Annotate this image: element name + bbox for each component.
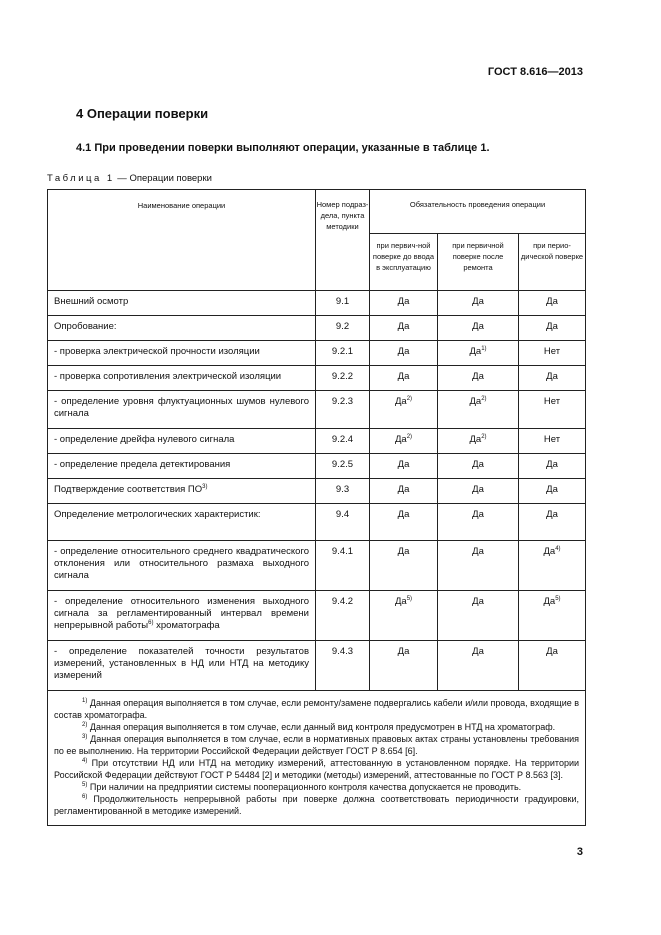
- footnote-mark: 1): [82, 698, 88, 704]
- operation-name-tail: хроматографа: [153, 620, 220, 631]
- header-operation-name: Наименование операции: [48, 190, 316, 291]
- obligation-cell: [438, 366, 519, 391]
- operation-name-cell: [48, 641, 316, 691]
- obligation-value: Да: [472, 459, 484, 470]
- obligation-cell: [519, 366, 586, 391]
- table-footnotes: [48, 691, 586, 826]
- obligation-value: Да: [546, 321, 558, 332]
- table-caption: [47, 173, 212, 184]
- obligation-cell: [370, 429, 438, 454]
- operation-name-cell: [48, 291, 316, 316]
- table-row: [48, 504, 586, 541]
- footnote: [54, 781, 579, 793]
- header-primary-after-repair: при первичной поверке после ремонта: [438, 234, 519, 291]
- obligation-value: Да: [472, 509, 484, 520]
- obligation-value: Да: [394, 396, 407, 407]
- section-number-cell: 9.2.5: [316, 454, 370, 479]
- obligation-cell: [519, 429, 586, 454]
- obligation-value: Да: [472, 321, 484, 332]
- footnote-ref: 3): [202, 483, 208, 490]
- operation-name-cell: [48, 479, 316, 504]
- operation-name: - определение относительного изменения выходного сигнала за регламентированный интервал времени непрерывной работы: [54, 596, 309, 631]
- obligation-cell: [370, 391, 438, 429]
- obligation-cell: [438, 429, 519, 454]
- obligation-value: Да: [543, 596, 556, 607]
- obligation-value: Да: [397, 509, 410, 520]
- obligation-cell: [519, 591, 586, 641]
- operation-name: - определение дрейфа нулевого сигнала: [54, 434, 235, 445]
- section-number-cell: 9.1: [316, 291, 370, 316]
- table-row: [48, 341, 586, 366]
- footnote: [54, 697, 579, 721]
- table-caption-label: Таблица 1: [47, 173, 115, 184]
- footnote-ref: 1): [481, 345, 487, 352]
- operation-name-cell: [48, 454, 316, 479]
- header-primary-before-commissioning: при первич-ной поверке до ввода в эксплуатацию: [370, 234, 438, 291]
- obligation-cell: [519, 641, 586, 691]
- obligation-value: Да: [546, 459, 558, 470]
- section-number-cell: 9.2.3: [316, 391, 370, 429]
- header-section-number: Номер подраз-дела, пункта методики: [316, 190, 370, 291]
- obligation-value: Да: [472, 371, 484, 382]
- table-row: [48, 366, 586, 391]
- obligation-cell: [370, 479, 438, 504]
- operation-name: Определение метрологических характеристик:: [54, 509, 261, 520]
- obligation-cell: [370, 504, 438, 541]
- obligation-cell: [438, 591, 519, 641]
- obligation-cell: [438, 341, 519, 366]
- subsection-text: 4.1 При проведении поверки выполняют операции, указанные в таблице 1.: [76, 142, 490, 154]
- page-number: 3: [576, 846, 583, 858]
- obligation-cell: [519, 316, 586, 341]
- section-number-cell: 9.3: [316, 479, 370, 504]
- footnote-text: При отсутствии НД или НТД на методику измерений, аттестованную в установленном порядке. На территории Российской Федерации действуют ГОСТ Р 54484 [2] и методики (методы) измерений, аттестованные по ГОСТ Р 8.563 [3].: [54, 758, 580, 780]
- footnote-mark: 3): [82, 734, 88, 740]
- table-row: [48, 391, 586, 429]
- obligation-value: Да: [546, 509, 558, 520]
- footnote: [54, 757, 579, 781]
- obligation-value: Да: [394, 434, 407, 445]
- obligation-cell: [519, 341, 586, 366]
- obligation-cell: [438, 504, 519, 541]
- footnote-ref: 2): [406, 433, 413, 440]
- footnote-ref: 5): [406, 595, 413, 602]
- section-number-cell: 9.2.4: [316, 429, 370, 454]
- footnote-mark: 2): [82, 722, 88, 728]
- obligation-cell: [370, 291, 438, 316]
- operation-name: - проверка электрической прочности изоляции: [54, 346, 260, 357]
- footnote-ref: 5): [555, 595, 561, 602]
- obligation-value: Да: [397, 346, 410, 357]
- footnote-ref: 2): [406, 395, 413, 402]
- obligation-value: Да: [397, 296, 410, 307]
- obligation-value: Да: [472, 596, 484, 607]
- footnote-text: При наличии на предприятии системы пооперационного контроля качества допускается не проводить.: [87, 782, 522, 792]
- operation-name-cell: [48, 366, 316, 391]
- obligation-cell: [370, 366, 438, 391]
- footnote: [54, 733, 579, 757]
- obligation-value: Да: [394, 596, 407, 607]
- obligation-value: Да: [397, 546, 410, 557]
- section-number-cell: 9.4: [316, 504, 370, 541]
- table-row: [48, 454, 586, 479]
- obligation-value: Да: [397, 484, 410, 495]
- obligation-cell: [370, 591, 438, 641]
- section-title: 4 Операции поверки: [76, 106, 209, 121]
- table-row: [48, 479, 586, 504]
- header-obligation: Обязательность проведения операции: [370, 190, 586, 234]
- table-row: [48, 429, 586, 454]
- footnote-text: Данная операция выполняется в том случае, если ремонту/замене подвергались кабели и/или провода, входящие в состав хроматографа.: [54, 698, 580, 720]
- footnote: [54, 793, 579, 817]
- table-row: [48, 291, 586, 316]
- operation-name-cell: [48, 391, 316, 429]
- operation-name: Подтверждение соответствия ПО: [54, 484, 203, 495]
- operation-name-cell: [48, 591, 316, 641]
- obligation-cell: [519, 504, 586, 541]
- obligation-value: Да: [472, 646, 484, 657]
- operation-name-cell: [48, 541, 316, 591]
- document-code: ГОСТ 8.616—2013: [487, 66, 583, 78]
- obligation-cell: [370, 341, 438, 366]
- footnote-ref: 6): [148, 619, 154, 626]
- obligation-value: Да: [546, 296, 558, 307]
- footnote-ref: 2): [481, 395, 487, 402]
- footnote-text: Данная операция выполняется в том случае, если в нормативных правовых актах страны установлены требования по ее выполнению. На территории Российской Федерации действует ГОСТ Р 8.654 [6].: [54, 734, 580, 756]
- obligation-cell: [438, 291, 519, 316]
- operation-name: - определение предела детектирования: [54, 459, 231, 470]
- obligation-value: Да: [397, 646, 410, 657]
- header-periodic: при перио-дической поверке: [519, 234, 586, 291]
- operation-name: - определение относительного среднего квадратического отклонения или относительного размаха выходного сигнала: [54, 546, 309, 581]
- obligation-cell: [438, 316, 519, 341]
- obligation-value: Да: [397, 321, 410, 332]
- obligation-value: Нет: [543, 434, 561, 445]
- operation-name-cell: [48, 504, 316, 541]
- operation-name-cell: [48, 429, 316, 454]
- footnote-mark: 5): [82, 782, 88, 788]
- obligation-cell: [370, 316, 438, 341]
- section-number-cell: 9.4.1: [316, 541, 370, 591]
- obligation-value: Да: [469, 346, 482, 357]
- footnote-text: Продолжительность непрерывной работы при поверке должна соответствовать периодичности градуировки, регламентированной в методике измерений.: [54, 794, 580, 816]
- section-number-cell: 9.4.2: [316, 591, 370, 641]
- section-number-cell: 9.2.2: [316, 366, 370, 391]
- obligation-cell: [519, 479, 586, 504]
- operation-name: - определение уровня флуктуационных шумов нулевого сигнала: [54, 396, 309, 419]
- obligation-value: Да: [469, 434, 482, 445]
- obligation-value: Да: [546, 646, 558, 657]
- footnote-ref: 4): [555, 545, 561, 552]
- obligation-cell: [519, 541, 586, 591]
- obligation-cell: [438, 641, 519, 691]
- footnote-mark: 4): [82, 758, 88, 764]
- obligation-value: Да: [397, 459, 410, 470]
- table-row: [48, 541, 586, 591]
- operations-table: [47, 189, 586, 826]
- obligation-value: Нет: [543, 396, 561, 407]
- operation-name-cell: [48, 341, 316, 366]
- footnote: [54, 721, 579, 733]
- obligation-value: Нет: [543, 346, 561, 357]
- obligation-cell: [438, 391, 519, 429]
- table-caption-dash: —: [114, 173, 130, 184]
- table-row: [48, 316, 586, 341]
- table-row: [48, 641, 586, 691]
- obligation-value: Да: [472, 484, 484, 495]
- footnote-ref: 2): [481, 433, 487, 440]
- obligation-cell: [519, 291, 586, 316]
- obligation-value: Да: [472, 296, 484, 307]
- operation-name: Опробование:: [54, 321, 117, 332]
- obligation-value: Да: [546, 371, 558, 382]
- table-caption-title: Операции поверки: [129, 173, 212, 184]
- obligation-value: Да: [397, 371, 410, 382]
- obligation-value: Да: [543, 546, 556, 557]
- operation-name-cell: [48, 316, 316, 341]
- section-number-cell: 9.4.3: [316, 641, 370, 691]
- operation-name: - проверка сопротивления электрической изоляции: [54, 371, 282, 382]
- obligation-cell: [519, 391, 586, 429]
- obligation-value: Да: [472, 546, 484, 557]
- obligation-cell: [370, 641, 438, 691]
- obligation-value: Да: [546, 484, 558, 495]
- table-row: [48, 591, 586, 641]
- obligation-cell: [370, 454, 438, 479]
- section-number-cell: 9.2.1: [316, 341, 370, 366]
- operation-name: Внешний осмотр: [54, 296, 129, 307]
- obligation-cell: [438, 541, 519, 591]
- section-number-cell: 9.2: [316, 316, 370, 341]
- obligation-value: Да: [469, 396, 482, 407]
- footnote-text: Данная операция выполняется в том случае, если данный вид контроля предусмотрен в НТД на хроматограф.: [87, 722, 556, 732]
- operation-name: - определение показателей точности результатов измерений, установленных в НД или НТД на методику измерений: [54, 646, 309, 681]
- footnote-mark: 6): [82, 794, 88, 800]
- obligation-cell: [519, 454, 586, 479]
- obligation-cell: [438, 454, 519, 479]
- obligation-cell: [438, 479, 519, 504]
- obligation-cell: [370, 541, 438, 591]
